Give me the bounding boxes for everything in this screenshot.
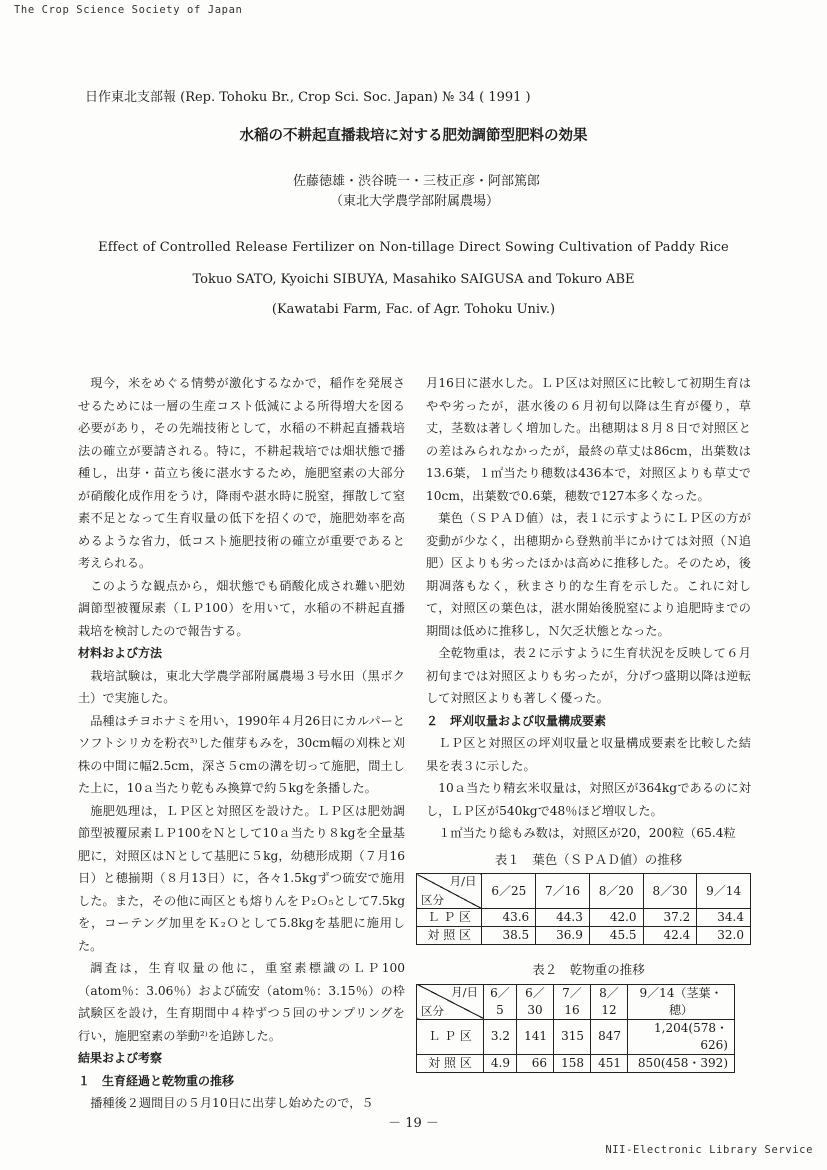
table2-cell: 66: [517, 1054, 554, 1072]
table1-corner-cell: [417, 874, 482, 909]
table2-row-label: Ｌ Ｐ 区: [417, 1019, 484, 1054]
table2-cell: 4.9: [484, 1054, 517, 1072]
table-row: [417, 909, 751, 927]
paper-title-ja: 水稲の不耕起直播栽培に対する肥効調節型肥料の効果: [239, 128, 588, 144]
table1-corner-group: 区分: [421, 893, 444, 907]
table2-cell: 1,204(578・626): [628, 1019, 735, 1054]
table1-col-header: 7／16: [536, 874, 590, 909]
table2-cell: 3.2: [484, 1019, 517, 1054]
methods-paragraph-4: 調査は，生育収量の他に，重窒素標識のＬＰ100（atom％：3.06％）および硫安（atom％：3.15％）の枠試験区を設け，生育期間中４枠ずつ５回のサンプリングを行い，施肥窒素の挙動²⁾を追跡した。: [78, 961, 405, 1043]
results-paragraph-1: 播種後２週間目の５月10日に出芽し始めたので，５: [90, 1096, 374, 1110]
table2-cell: 158: [554, 1054, 591, 1072]
results-paragraph-4: ＬＰ区と対照区の坪刈収量と収量構成要素を比較した結果を表３に示した。: [426, 736, 751, 773]
table1-cell: 45.5: [589, 927, 643, 945]
table2-cell: 315: [554, 1019, 591, 1054]
table2-col-header: 6／5: [484, 984, 517, 1019]
table1-col-header: 8／30: [643, 874, 697, 909]
table2-col-header: 7／16: [554, 984, 591, 1019]
results-subheading-1: １ 生育経過と乾物重の推移: [78, 1073, 235, 1088]
results-paragraph-2: 葉色（ＳＰＡＤ値）は，表１に示すようにＬＰ区の方が変動が少なく，出穂期から登熟前半にかけては対照（Ｎ追肥）区よりも劣ったほかは高めに推移した。そのため，後期凋落もなく，秋まさり的な生育を示した。これに対して，対照区の葉色は，湛水開始後脱窒により追肥時までの期間は低めに推移し，Ｎ欠乏状態となった。: [426, 511, 751, 638]
results-paragraph-6: １㎡当たり総もみ数は，対照区が20，200粒（65.4粒: [438, 826, 736, 840]
table2-corner-date: 月/日: [451, 984, 478, 999]
table1-cell: 43.6: [482, 909, 536, 927]
table2-caption: 表２ 乾物重の推移: [532, 962, 645, 977]
left-column: [78, 372, 405, 1115]
table1-cell: 37.2: [643, 909, 697, 927]
table1-col-header: 9／14: [697, 874, 751, 909]
table2-corner-cell: [417, 984, 484, 1019]
methods-paragraph-2: 品種はチヨホナミを用い，1990年４月26日にカルパーとソフトシリカを粉衣³⁾した催芽もみを，30cm幅の刈株と刈株の中間に幅2.5cm，深さ５cmの溝を切って施肥，間土した上に，10ａ当たり乾もみ換算で約５kgを条播した。: [78, 713, 405, 795]
table2-corner-group: 区分: [421, 1003, 444, 1018]
table1-col-header: 6／25: [482, 874, 536, 909]
society-watermark: The Crop Science Society of Japan: [14, 4, 243, 16]
table1-cell: 34.4: [697, 909, 751, 927]
table1-cell: 42.4: [643, 927, 697, 945]
methods-paragraph-1: 栽培試験は，東北大学農学部附属農場３号水田（黒ボク土）で実施した。: [78, 668, 405, 705]
table1-caption: 表１ 葉色（ＳＰＡＤ値）の推移: [494, 851, 683, 867]
table2-cell: 141: [517, 1019, 554, 1054]
intro-paragraph-2: このような観点から，畑状態でも硝酸化成され難い肥効調節型被覆尿素（ＬＰ100）を用いて，水稲の不耕起直播栽培を検討したので報告する。: [78, 578, 405, 638]
results-subheading-2: ２ 坪刈収量および収量構成要素: [426, 713, 607, 728]
table1-row-label: 対 照 区: [417, 927, 482, 945]
table1-col-header: 8／20: [589, 874, 643, 909]
table-row: [417, 1054, 735, 1072]
results-paragraph-5: 10ａ当たり精玄米収量は，対照区が364kgであるのに対し，ＬＰ区が540kgで48％ほど増収した。: [426, 781, 751, 818]
table2-cell: 850(458・392): [628, 1054, 735, 1072]
paper-title-en: Effect of Controlled Release Fertilizer on Non-tillage Direct Sowing Cultivation of Paddy Rice: [98, 240, 729, 255]
table-row: [417, 927, 751, 945]
table1-cell: 38.5: [482, 927, 536, 945]
table2-col-header: 6／30: [517, 984, 554, 1019]
affiliation-en: (Kawatabi Farm, Fac. of Agr. Tohoku Univ.): [271, 302, 556, 317]
table1-row-label: Ｌ Ｐ 区: [417, 909, 482, 927]
table1-corner-date: 月/日: [449, 874, 477, 888]
table2-col-header: 8／12: [591, 984, 628, 1019]
authors-en: Tokuo SATO, Kyoichi SIBUYA, Masahiko SAIGUSA and Tokuro ABE: [192, 272, 635, 287]
intro-paragraph-1: 現今，米をめぐる情勢が激化するなかで，稲作を発展させるためには一層の生産コスト低減による所得増大を図る必要があり，その先端技術として，水稲の不耕起直播栽培法の確立が要請される。特に，不耕起栽培では畑状態で播種し，出芽・苗立ち後に湛水するため，施肥窒素の大部分が硝酸化成作用をうけ，降雨や湛水時に脱窒，揮散して窒素不足となって生育収量の低下を招くので，施肥効率を高めるような省力，低コスト施肥技術の確立が重要であると考えられる。: [78, 376, 405, 570]
table1-cell: 32.0: [697, 927, 751, 945]
table-row: [417, 1019, 735, 1054]
table1-cell: 44.3: [536, 909, 590, 927]
table2-col-header: 9／14（茎葉・穂）: [628, 984, 735, 1019]
results-paragraph-3: 全乾物重は，表２に示すように生育状況を反映して６月初旬までは対照区よりも劣ったが，分げつ盛期以降は逆転して対照区よりも著しく優った。: [426, 646, 751, 705]
results-paragraph-1-cont: 月16日に湛水した。ＬＰ区は対照区に比較して初期生育はやや劣ったが，湛水後の６月初旬以降は生育が優り，草丈，茎数は著しく増加した。出穂期は８月８日で対照区との差はみられなかったが，最終の草丈は86cm，出葉数は13.6葉，１㎡当たり穂数は436本で，対照区よりも草丈で10cm，出葉数で0.6葉，穂数で127本多くなった。: [426, 376, 751, 503]
table2: [416, 984, 735, 1073]
authors-ja: 佐藤徳雄・渋谷暁一・三枝正彦・阿部篤郎: [293, 174, 541, 189]
table2-row-label: 対 照 区: [417, 1054, 484, 1072]
page-number: － 19 －: [388, 1116, 439, 1131]
library-watermark: NII-Electronic Library Service: [605, 1144, 813, 1156]
table2-cell: 451: [591, 1054, 628, 1072]
table1-cell: 42.0: [589, 909, 643, 927]
methods-paragraph-3: 施肥処理は，ＬＰ区と対照区を設けた。ＬＰ区は肥効調節型被覆尿素ＬＰ100をＮとして10ａ当たり８kgを全量基肥に，対照区はＮとして基肥に５kg，幼穂形成期（７月16日）と穂揃期（８月13日）に，各々1.5kgずつ硫安で施用した。また，その他に両区とも熔りんをＰ₂Ｏ₅として7.5kgを，コーテング加里をＫ₂Ｏとして5.8kgを基肥に施用した。: [78, 803, 405, 953]
results-heading: 結果および考察: [78, 1051, 163, 1065]
journal-line: 日作東北支部報 (Rep. Tohoku Br., Crop Sci. Soc. Japan) № 34 ( 1991 ): [85, 90, 531, 105]
affiliation-ja: （東北大学農学部附属農場）: [330, 194, 500, 209]
table1-cell: 36.9: [536, 927, 590, 945]
table2-cell: 847: [591, 1019, 628, 1054]
table1: [416, 873, 751, 945]
methods-heading: 材料および方法: [78, 646, 163, 660]
right-column: [421, 372, 751, 1073]
